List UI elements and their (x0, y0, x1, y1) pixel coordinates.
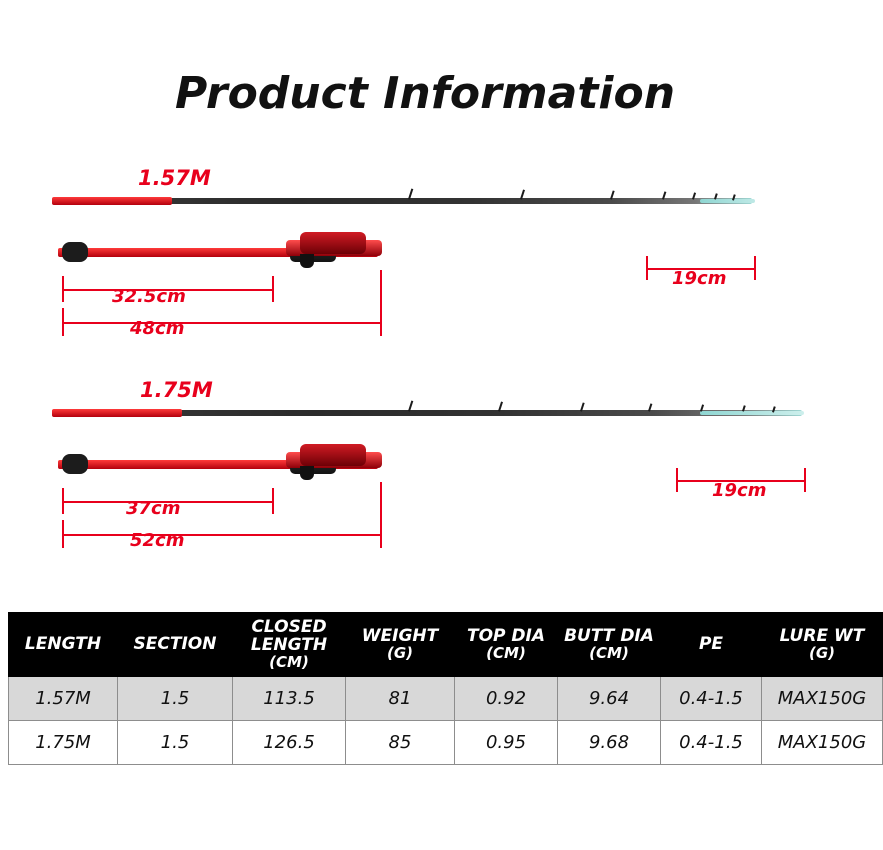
rod-157-tip-tick-left (646, 256, 648, 280)
page-title: Product Information (174, 68, 676, 119)
column-header-weight-label: WEIGHT (361, 625, 439, 646)
column-header-length (9, 613, 118, 677)
rod-157-tip-section (700, 199, 755, 203)
rod-157-butt-knob (62, 242, 88, 262)
column-header-top-dia-label: TOP DIA (466, 625, 546, 646)
rod-diagram-157 (0, 150, 850, 350)
cell-closed-length: 126.5 (233, 721, 346, 765)
rod-157-closed-label: 48cm (130, 318, 185, 339)
column-header-closed-length-unit: (CM) (269, 652, 309, 671)
column-header-top-dia (455, 613, 558, 677)
rod-175-tip-label: 19cm (712, 480, 767, 501)
rod-157-handle-tick-right (272, 276, 274, 302)
rod-157-closed-tick-right (380, 270, 382, 336)
rod-157-length-label: 1.57M (138, 166, 211, 190)
rod-175-closed-tick-left (62, 520, 64, 548)
cell-section: 1.5 (118, 677, 233, 721)
column-header-lure-wt (762, 613, 883, 677)
specification-table (8, 612, 883, 765)
table-row (9, 677, 883, 721)
column-header-butt-dia-unit: (CM) (589, 643, 629, 662)
cell-closed-length: 113.5 (233, 677, 346, 721)
rod-175-length-label: 1.75M (140, 378, 213, 402)
rod-175-trigger (300, 466, 314, 480)
rod-175-handle-tick-right (272, 488, 274, 514)
cell-pe: 0.4-1.5 (661, 677, 762, 721)
column-header-section (118, 613, 233, 677)
column-header-weight-unit: (G) (386, 643, 414, 662)
column-header-pe (661, 613, 762, 677)
rod-175-butt-red-section (52, 409, 182, 417)
rod-diagram-175 (0, 360, 850, 560)
column-header-butt-dia (558, 613, 661, 677)
rod-175-butt-knob (62, 454, 88, 474)
rod-157-trigger (300, 254, 314, 268)
rod-175-handle-label: 37cm (126, 498, 181, 519)
table-row (9, 721, 883, 765)
column-header-closed-length-label: CLOSED LENGTH (250, 617, 328, 655)
column-header-section-label: SECTION (133, 633, 217, 654)
cell-top-dia: 0.95 (455, 721, 558, 765)
rod-175-tip-tick-left (676, 468, 678, 492)
cell-length: 1.57M (9, 677, 118, 721)
cell-length: 1.75M (9, 721, 118, 765)
column-header-top-dia-unit: (CM) (486, 643, 526, 662)
rod-157-handle-label: 32.5cm (112, 286, 186, 307)
rod-175-reel-housing (300, 444, 366, 466)
cell-butt-dia: 9.68 (558, 721, 661, 765)
cell-top-dia: 0.92 (455, 677, 558, 721)
rod-175-closed-label: 52cm (130, 530, 185, 551)
column-header-length-label: LENGTH (24, 633, 102, 654)
rod-157-reel-housing (300, 232, 366, 254)
column-header-lure-wt-unit: (G) (808, 643, 836, 662)
rod-157-closed-measure-line (62, 322, 382, 324)
cell-lure-wt: MAX150G (762, 721, 883, 765)
rod-157-tip-tick-right (754, 256, 756, 280)
cell-weight: 85 (346, 721, 455, 765)
table-header-row (9, 613, 883, 677)
rod-175-tip-section (700, 411, 804, 415)
cell-section: 1.5 (118, 721, 233, 765)
column-header-weight (346, 613, 455, 677)
column-header-closed-length (233, 613, 346, 677)
column-header-lure-wt-label: LURE WT (779, 625, 865, 646)
column-header-butt-dia-label: BUTT DIA (564, 625, 654, 646)
column-header-pe-label: PE (698, 633, 724, 654)
rod-157-tip-label: 19cm (672, 268, 727, 289)
rod-175-closed-measure-line (62, 534, 382, 536)
cell-butt-dia: 9.64 (558, 677, 661, 721)
cell-lure-wt: MAX150G (762, 677, 883, 721)
rod-157-butt-red-section (52, 197, 172, 205)
cell-weight: 81 (346, 677, 455, 721)
rod-157-handle-tick-left (62, 276, 64, 302)
cell-pe: 0.4-1.5 (661, 721, 762, 765)
rod-175-closed-tick-right (380, 482, 382, 548)
rod-157-closed-tick-left (62, 308, 64, 336)
rod-175-handle-tick-left (62, 488, 64, 514)
rod-175-tip-tick-right (804, 468, 806, 492)
